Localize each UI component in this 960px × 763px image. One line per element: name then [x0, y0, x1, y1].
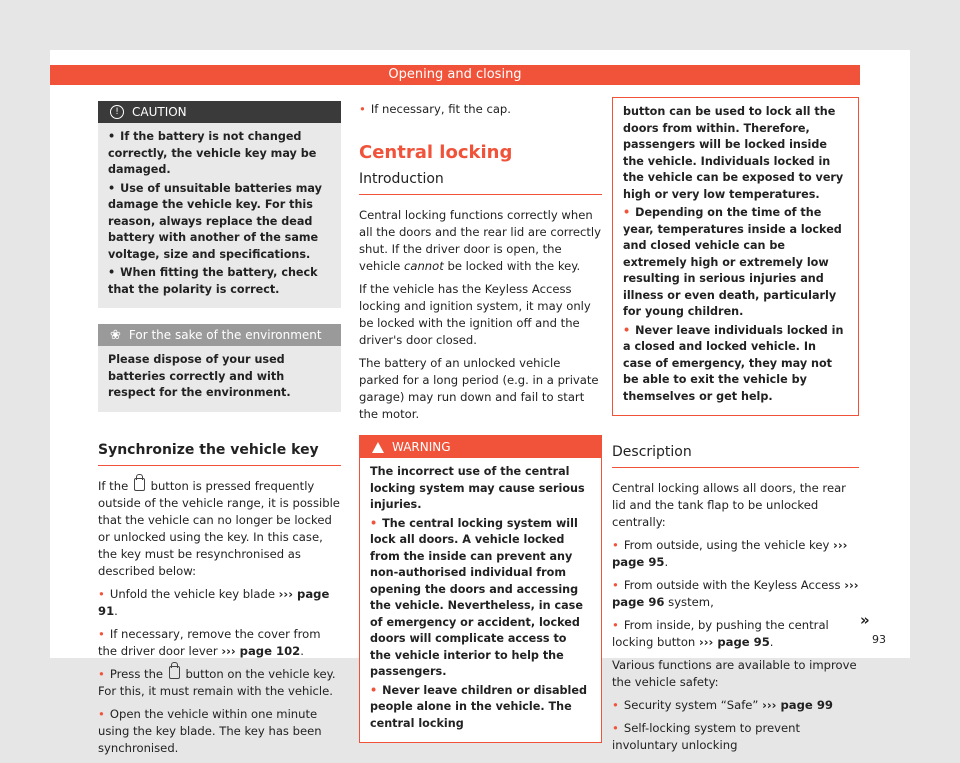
warning-item: • Never leave children or disabled people alone in the vehicle. The central locking: [370, 683, 587, 730]
cap-item: • If necessary, fit the cap.: [359, 102, 511, 116]
description-item: • From outside, using the vehicle key ››› page 95.: [612, 538, 848, 569]
caution-body: [98, 123, 341, 308]
description-item: • From inside, by pushing the central locking button ››› page 95.: [612, 618, 829, 649]
intro-paragraph: Central locking functions correctly when all the doors and the rear lid are correctly shut. If the driver door is open, the vehicle cannot be locked with the key.: [359, 208, 601, 273]
caution-title: ! CAUTION: [98, 101, 341, 123]
description-intro: Central locking allows all doors, the rear lid and the tank flap to be unlocked centrally:: [612, 481, 846, 529]
environment-body: Please dispose of your used batteries correctly and with respect for the environment.: [108, 353, 291, 399]
environment-title: ❀ For the sake of the environment: [98, 324, 341, 346]
function-item: • Security system “Safe” ››› page 99: [612, 698, 833, 712]
intro-paragraph: If the vehicle has the Keyless Access locking and ignition system, it may only be locked with the ignition off and the driver's door closed.: [359, 282, 591, 347]
functions-intro: Various functions are available to improve the vehicle safety:: [612, 658, 857, 689]
warning-continuation-body: button can be used to lock all the doors from within. Therefore, passengers will be locked inside the vehicle. Individuals locked in the vehicle can be exposed to very high or very low temperatures. • Depending on the time of the year, temperatures inside a locked and closed vehicle can be extremely high or extremely low resulting in serious injuries and illness or even death, particularly for young children. • Never leave individuals locked in a closed and locked vehicle. In case of emergency, they may not be able to exit the vehicle by themselves or get help.: [613, 98, 858, 415]
sync-step: • Unfold the vehicle key blade ››› page 91.: [98, 586, 330, 618]
caution-item: • Use of unsuitable batteries may damage the vehicle key. For this reason, always replace the dead battery with another of the same voltage, size and specifications.: [108, 181, 322, 261]
sync-intro: If the button is pressed frequently outside of the vehicle range, it is possible that the vehicle can no longer be locked or unlocked using the key. In this case, the key must be resynchronised as described below:: [98, 478, 340, 578]
introduction-heading: Introduction: [359, 171, 602, 195]
function-item: • Self-locking system to prevent involuntary unlocking: [612, 721, 801, 752]
lock-icon: [134, 478, 145, 491]
page-ref-link[interactable]: ››› page 95: [612, 538, 848, 569]
warning-body: The incorrect use of the central locking system may cause serious injuries. • The central locking system will lock all doors. A vehicle locked from the inside can prevent any non-authorised individual from opening the doors and accessing the vehicle. Nevertheless, in case of emergency or accident, locked doors will complicate access to the vehicle interior to help the passengers. • Never leave children or disabled people alone in the vehicle. The central locking: [360, 458, 601, 742]
continue-mark: »: [860, 611, 870, 629]
warning-continuation: [612, 97, 859, 416]
warning-title: WARNING: [360, 436, 601, 458]
warning-item: • The central locking system will lock all doors. A vehicle locked from the inside can prevent any non-authorised individual from opening the doors and accessing the vehicle. Nevertheless, in case of emergency or accident, locked doors will complicate access to the vehicle interior to help the passengers.: [370, 516, 583, 678]
chapter-header: Opening and closing: [50, 65, 860, 85]
page-number: 93: [872, 633, 886, 646]
column-2: [359, 101, 602, 743]
environment-flower-icon: ❀: [110, 327, 121, 343]
page-ref-link[interactable]: ››› page 96: [612, 578, 859, 609]
warning-item: • Depending on the time of the year, temperatures inside a locked and closed vehicle can be extremely high or extremely low resulting in serious injuries and illness or even death, particularly for young children.: [623, 206, 842, 318]
warning-item: • Never leave individuals locked in a closed and locked vehicle. In case of emergency, they may not be able to exit the vehicle by themselves or get help.: [623, 323, 844, 403]
page-ref-link[interactable]: ››› page 99: [762, 698, 833, 712]
section-title: Central locking: [359, 142, 513, 163]
sync-heading: Synchronize the vehicle key: [98, 442, 341, 466]
info-icon: !: [110, 105, 124, 119]
warning-box: [359, 435, 602, 743]
intro-paragraph: The battery of an unlocked vehicle parked for a long period (e.g. in a private garage) may run down and fail to start the motor.: [359, 356, 599, 421]
lock-icon: [169, 666, 180, 679]
page-ref-link[interactable]: ››› page 102: [221, 643, 301, 658]
sync-step: • If necessary, remove the cover from the driver door lever ››› page 102.: [98, 626, 321, 658]
caution-item: • When fitting the battery, check that the polarity is correct.: [108, 266, 318, 296]
warning-triangle-icon: [372, 442, 384, 453]
caution-box: [98, 101, 341, 308]
environment-box: [98, 324, 341, 412]
page-ref-link[interactable]: ››› page 91: [98, 586, 330, 618]
sync-step: • Open the vehicle within one minute using the key blade. The key has been synchronised.: [98, 706, 322, 755]
column-3: [612, 97, 859, 760]
caution-item: • If the battery is not changed correctly, the vehicle key may be damaged.: [108, 130, 317, 176]
column-1: [98, 101, 341, 763]
page-ref-link[interactable]: ››› page 95: [698, 635, 770, 649]
description-item: • From outside with the Keyless Access ››› page 96 system,: [612, 578, 859, 609]
sync-step: • Press the button on the vehicle key. For this, it must remain with the vehicle.: [98, 666, 336, 698]
description-heading: Description: [612, 444, 859, 468]
